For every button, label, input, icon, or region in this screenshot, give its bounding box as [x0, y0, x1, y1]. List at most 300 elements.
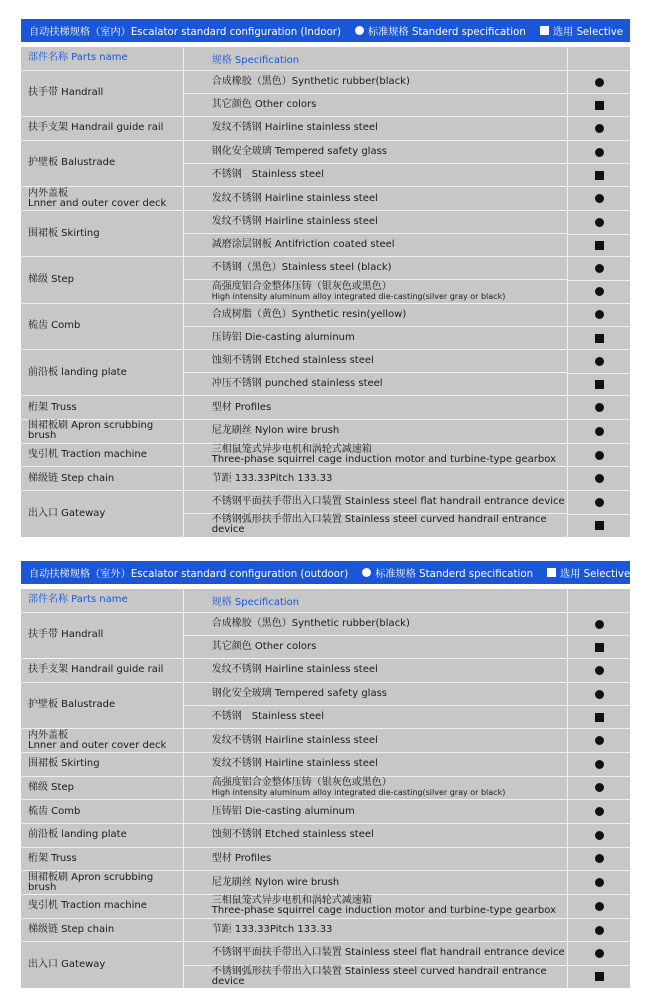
spec-item — [184, 848, 567, 871]
table-row — [21, 752, 630, 776]
spec-cell — [184, 895, 568, 918]
spec-cell — [184, 777, 568, 800]
table-header — [21, 47, 630, 70]
mark-cell — [568, 304, 630, 349]
part-name-cell — [21, 683, 184, 728]
mark-cell — [568, 895, 630, 918]
header-parts-name: 部件名称 Parts name — [21, 47, 184, 70]
part-name-cell — [21, 919, 184, 942]
mark-item — [568, 326, 630, 349]
table-row — [21, 728, 630, 752]
mark-cell — [568, 613, 630, 658]
mark-item — [568, 705, 630, 728]
table-row — [21, 682, 630, 728]
mark-item — [568, 117, 630, 140]
spec-item — [184, 965, 567, 988]
standard-dot-icon — [595, 666, 604, 675]
part-name: 扶手带 Handrall — [28, 87, 104, 99]
part-name: 桁架 Truss — [28, 852, 77, 864]
spec-cell — [184, 141, 568, 186]
spec-item — [184, 613, 567, 635]
mark-item — [568, 824, 630, 847]
legend-selective-label: 选用 Selective — [552, 27, 623, 38]
spec-cell — [184, 753, 568, 776]
table-row — [21, 395, 630, 419]
spec-item — [184, 211, 567, 233]
spec-item — [184, 895, 567, 918]
standard-dot-icon — [595, 264, 604, 273]
spec-text: 发纹不锈钢 Hairline stainless steel — [211, 664, 378, 676]
header-mark-cell — [568, 47, 630, 70]
standard-dot-icon — [595, 403, 604, 412]
part-name-cell — [21, 729, 184, 752]
table-row — [21, 776, 630, 800]
mark-cell — [568, 467, 630, 490]
mark-cell — [568, 187, 630, 210]
mark-cell — [568, 824, 630, 847]
spec-item — [184, 279, 567, 302]
mark-item — [568, 919, 630, 942]
part-name-cell — [21, 824, 184, 847]
legend-standard-label: 标准规格 Standerd specification — [375, 569, 534, 580]
header-mark-cell — [568, 589, 630, 612]
part-name-wrap — [28, 731, 166, 751]
spec-cell — [184, 187, 568, 210]
spec-text: 不锈钢平面扶手带出入口装置 Stainless steel flat handrail entrance device — [211, 947, 565, 959]
spec-item — [184, 705, 567, 728]
spec-item — [184, 729, 567, 752]
spec-item — [184, 513, 567, 536]
selective-square-icon — [595, 101, 604, 110]
spec-text: 不锈钢弧形扶手带出入口装置 Stainless steel curved handrail entrance device — [211, 965, 547, 987]
spec-text: 发纹不锈钢 Hairline stainless steel — [211, 758, 378, 770]
spec-item — [184, 467, 567, 490]
part-name-cell — [21, 848, 184, 871]
spec-item — [184, 304, 567, 326]
spec-text: 蚀刻不锈钢 Etched stainless steel — [211, 829, 374, 841]
spec-cell — [184, 491, 568, 536]
table-row — [21, 443, 630, 467]
part-name-wrap — [28, 189, 166, 209]
header-spec-cell — [184, 589, 568, 612]
mark-cell — [568, 659, 630, 682]
table-row — [21, 799, 630, 823]
part-name: 梯级链 Step chain — [28, 924, 115, 935]
mark-item — [568, 350, 630, 373]
table-row — [21, 870, 630, 894]
spec-cell — [184, 211, 568, 256]
header-spec-cell — [184, 47, 568, 70]
part-name: 围裙板刷 Apron scrubbing brush — [28, 420, 154, 442]
mark-item — [568, 373, 630, 396]
spec-item — [184, 117, 567, 140]
mark-item — [568, 613, 630, 636]
spec-text-wrap — [212, 282, 506, 301]
standard-dot-icon — [595, 926, 604, 935]
spec-item — [184, 777, 567, 800]
mark-cell — [568, 871, 630, 894]
part-name-cell — [21, 467, 184, 490]
spec-text: 其它颜色 Other colors — [211, 98, 317, 110]
mark-item — [568, 871, 630, 894]
mark-cell — [568, 491, 630, 536]
part-name-cell — [21, 187, 184, 210]
standard-dot-icon — [595, 736, 604, 745]
selective-square-icon — [595, 643, 604, 652]
part-name: 扶手支架 Handrail guide rail — [28, 664, 164, 676]
mark-item — [568, 93, 630, 116]
mark-cell — [568, 117, 630, 140]
part-name-cell — [21, 613, 184, 658]
spec-item — [184, 683, 567, 705]
part-name: 护壁板 Balustrade — [28, 699, 116, 711]
spec-item — [184, 187, 567, 210]
outdoor-spec-table — [21, 589, 630, 988]
spec-text: 型材 Profiles — [211, 852, 272, 864]
outdoor-section — [21, 561, 630, 988]
spec-text: 发纹不锈钢 Hairline stainless steel — [211, 122, 378, 134]
legend-selective — [547, 565, 630, 580]
legend-standard — [355, 23, 526, 38]
standard-dot-icon — [595, 807, 604, 816]
part-name: 曳引机 Traction machine — [28, 900, 147, 912]
mark-cell — [568, 211, 630, 256]
spec-text: 减磨涂层钢板 Antifriction coated steel — [211, 239, 395, 251]
mark-item — [568, 163, 630, 186]
mark-item — [568, 683, 630, 706]
spec-text: 发纹不锈钢 Hairline stainless steel — [211, 734, 378, 746]
part-name-cell — [21, 800, 184, 823]
spec-item — [184, 800, 567, 823]
spec-text: 合成橡胶（黑色）Synthetic rubber(black) — [211, 75, 410, 87]
standard-dot-icon — [595, 783, 604, 792]
spec-text-wrap — [212, 445, 556, 465]
spec-text-en: Three-phase squirrel cage induction motor and turbine-type gearbox — [211, 454, 556, 466]
spec-text-wrap — [212, 896, 556, 916]
mark-item — [568, 444, 630, 467]
spec-text: 合成橡胶（黑色）Synthetic rubber(black) — [211, 617, 410, 629]
table-row — [21, 847, 630, 871]
spec-item — [184, 71, 567, 93]
header-specification: 规格 Specification — [211, 596, 300, 608]
part-name: 梳齿 Comb — [28, 805, 81, 817]
spec-text: 高强度铝合金整体压铸（银灰色或黑色） — [211, 777, 392, 789]
mark-item — [568, 514, 630, 537]
spec-text: 三相鼠笼式异步电机和涡轮式减速箱 — [211, 895, 372, 907]
standard-dot-icon — [595, 310, 604, 319]
mark-cell — [568, 919, 630, 942]
mark-cell — [568, 777, 630, 800]
spec-item — [184, 93, 567, 116]
spec-item — [184, 396, 567, 419]
spec-item — [184, 257, 567, 279]
standard-dot-icon — [595, 148, 604, 157]
mark-item — [568, 211, 630, 234]
part-name: 扶手带 Handrall — [28, 629, 104, 641]
mark-item — [568, 420, 630, 443]
standard-dot-icon — [595, 474, 604, 483]
part-name: 护壁板 Balustrade — [28, 157, 116, 169]
spec-text: 尼龙刷丝 Nylon wire brush — [211, 876, 340, 888]
spec-text-en: High intensity aluminum alloy integrated die-casting(silver gray or black) — [211, 292, 506, 302]
table-row — [21, 658, 630, 682]
part-name-en: Lnner and outer cover deck — [28, 197, 167, 209]
table-row — [21, 116, 630, 140]
part-name-cell — [21, 211, 184, 256]
mark-item — [568, 187, 630, 210]
standard-dot-icon — [595, 878, 604, 887]
outdoor-banner — [21, 561, 630, 584]
mark-item — [568, 777, 630, 800]
indoor-spec-table — [21, 47, 630, 537]
standard-dot-icon — [595, 854, 604, 863]
part-name-cell — [21, 659, 184, 682]
part-name-cell — [21, 942, 184, 987]
spec-item — [184, 372, 567, 395]
indoor-section — [21, 19, 630, 537]
mark-item — [568, 635, 630, 658]
spec-text: 不锈钢（黑色）Stainless steel (black) — [211, 262, 392, 274]
mark-item — [568, 965, 630, 988]
spec-item — [184, 659, 567, 682]
spec-cell — [184, 117, 568, 140]
mark-item — [568, 141, 630, 164]
spec-cell — [184, 257, 568, 302]
standard-dot-icon — [595, 498, 604, 507]
part-name: 梯级链 Step chain — [28, 472, 115, 484]
mark-item — [568, 895, 630, 918]
table-row — [21, 210, 630, 256]
part-name: 梯级 Step — [28, 781, 74, 793]
spec-text: 型材 Profiles — [211, 401, 272, 413]
part-name: 前沿板 landing plate — [28, 829, 127, 841]
standard-dot-icon — [595, 690, 604, 699]
table-row — [21, 894, 630, 918]
mark-item — [568, 659, 630, 682]
mark-item — [568, 800, 630, 823]
part-name: 出入口 Gateway — [28, 507, 106, 519]
standard-dot-icon — [595, 620, 604, 629]
mark-item — [568, 848, 630, 871]
spec-text: 不锈钢 Stainless steel — [211, 169, 324, 181]
outdoor-title: 自动扶梯规格（室外）Escalator standard configuration (outdoor) — [29, 569, 349, 580]
part-name: 曳引机 Traction machine — [28, 449, 147, 461]
part-name-cell — [21, 141, 184, 186]
part-name: 出入口 Gateway — [28, 959, 106, 971]
spec-item — [184, 491, 567, 513]
indoor-title: 自动扶梯规格（室内）Escalator standard configuration (Indoor) — [29, 27, 341, 38]
legend-selective — [540, 23, 623, 38]
part-name: 内外盖板 — [28, 187, 68, 199]
standard-dot-icon — [595, 949, 604, 958]
table-header — [21, 589, 630, 612]
table-row — [21, 256, 630, 302]
mark-item — [568, 753, 630, 776]
spec-cell — [184, 848, 568, 871]
mark-item — [568, 396, 630, 419]
part-name: 围裙板 Skirting — [28, 227, 100, 239]
spec-text: 钢化安全玻璃 Tempered safety glass — [211, 145, 387, 157]
spec-cell — [184, 467, 568, 490]
spec-item — [184, 233, 567, 256]
spec-text: 节距 133.33Pitch 133.33 — [211, 472, 333, 484]
spec-cell — [184, 683, 568, 728]
spec-text-en: Three-phase squirrel cage induction motor and turbine-type gearbox — [211, 905, 556, 917]
selective-square-icon — [595, 380, 604, 389]
spec-text: 发纹不锈钢 Hairline stainless steel — [211, 192, 378, 204]
spec-item — [184, 420, 567, 443]
spec-cell — [184, 659, 568, 682]
selective-square-icon — [595, 171, 604, 180]
part-name-cell — [21, 871, 184, 894]
mark-item — [568, 257, 630, 280]
spec-item — [184, 444, 567, 467]
spec-item — [184, 350, 567, 372]
part-name-cell — [21, 753, 184, 776]
mark-cell — [568, 444, 630, 467]
mark-item — [568, 491, 630, 514]
mark-item — [568, 234, 630, 257]
table-row — [21, 186, 630, 210]
standard-dot-icon — [595, 357, 604, 366]
spec-text: 其它颜色 Other colors — [211, 640, 317, 652]
part-name: 桁架 Truss — [28, 401, 77, 413]
mark-cell — [568, 141, 630, 186]
table-row — [21, 70, 630, 116]
spec-item — [184, 326, 567, 349]
mark-item — [568, 304, 630, 327]
standard-dot-icon — [595, 760, 604, 769]
table-row — [21, 419, 630, 443]
part-name-cell — [21, 491, 184, 536]
table-row — [21, 823, 630, 847]
part-name-cell — [21, 420, 184, 443]
spec-text: 蚀刻不锈钢 Etched stainless steel — [211, 355, 374, 367]
legend-selective-label: 选用 Selective — [560, 569, 631, 580]
spec-text-en: High intensity aluminum alloy integrated die-casting(silver gray or black) — [211, 788, 506, 798]
mark-cell — [568, 396, 630, 419]
spec-item — [184, 942, 567, 964]
legend-standard — [362, 565, 533, 580]
spec-cell — [184, 871, 568, 894]
part-name: 内外盖板 — [28, 729, 68, 741]
mark-cell — [568, 800, 630, 823]
table-row — [21, 490, 630, 536]
header-parts-name: 部件名称 Parts name — [21, 589, 184, 612]
selective-square-icon — [540, 26, 549, 35]
mark-item — [568, 729, 630, 752]
spec-text: 钢化安全玻璃 Tempered safety glass — [211, 687, 387, 699]
part-name-cell — [21, 304, 184, 349]
part-name-cell — [21, 895, 184, 918]
spec-text: 压铸铝 Die-casting aluminum — [211, 805, 355, 817]
spec-cell — [184, 729, 568, 752]
part-name: 梯级 Step — [28, 273, 74, 285]
part-name: 扶手支架 Handrail guide rail — [28, 122, 164, 134]
spec-text: 不锈钢弧形扶手带出入口装置 Stainless steel curved handrail entrance device — [211, 514, 547, 536]
spec-item — [184, 635, 567, 658]
part-name-cell — [21, 396, 184, 419]
mark-cell — [568, 753, 630, 776]
part-name-en: Lnner and outer cover deck — [28, 739, 167, 751]
table-row — [21, 918, 630, 942]
mark-cell — [568, 257, 630, 302]
spec-cell — [184, 396, 568, 419]
spec-cell — [184, 71, 568, 116]
mark-cell — [568, 71, 630, 116]
standard-dot-icon — [595, 78, 604, 87]
mark-cell — [568, 350, 630, 395]
mark-cell — [568, 848, 630, 871]
spec-item — [184, 824, 567, 847]
spec-cell — [184, 304, 568, 349]
spec-cell — [184, 919, 568, 942]
standard-dot-icon — [595, 218, 604, 227]
standard-dot-icon — [595, 287, 604, 296]
selective-square-icon — [595, 521, 604, 530]
spec-text: 不锈钢平面扶手带出入口装置 Stainless steel flat handrail entrance device — [211, 496, 565, 508]
standard-dot-icon — [595, 831, 604, 840]
mark-cell — [568, 942, 630, 987]
selective-square-icon — [595, 241, 604, 250]
spec-cell — [184, 350, 568, 395]
standard-dot-icon — [595, 427, 604, 436]
spec-text: 合成树脂（黄色）Synthetic resin(yellow) — [211, 308, 407, 320]
spec-item — [184, 163, 567, 186]
selective-square-icon — [547, 568, 556, 577]
spec-item — [184, 871, 567, 894]
selective-square-icon — [595, 334, 604, 343]
mark-item — [568, 280, 630, 303]
header-specification: 规格 Specification — [211, 54, 300, 66]
spec-cell — [184, 420, 568, 443]
part-name: 围裙板 Skirting — [28, 758, 100, 770]
table-row — [21, 303, 630, 349]
spec-text: 发纹不锈钢 Hairline stainless steel — [211, 215, 378, 227]
part-name: 前沿板 landing plate — [28, 366, 127, 378]
spec-text: 尼龙刷丝 Nylon wire brush — [211, 425, 340, 437]
spec-text: 压铸铝 Die-casting aluminum — [211, 331, 355, 343]
table-row — [21, 941, 630, 987]
spec-text: 三相鼠笼式异步电机和涡轮式减速箱 — [211, 444, 372, 456]
spec-item — [184, 753, 567, 776]
table-row — [21, 612, 630, 658]
part-name: 围裙板刷 Apron scrubbing brush — [28, 871, 154, 893]
selective-square-icon — [595, 972, 604, 981]
part-name-cell — [21, 777, 184, 800]
part-name: 梳齿 Comb — [28, 320, 81, 332]
selective-square-icon — [595, 713, 604, 722]
spec-cell — [184, 824, 568, 847]
mark-cell — [568, 683, 630, 728]
spec-item — [184, 141, 567, 163]
spec-text: 节距 133.33Pitch 133.33 — [211, 924, 333, 935]
spec-cell — [184, 942, 568, 987]
part-name-cell — [21, 444, 184, 467]
spec-text-wrap — [212, 778, 506, 797]
indoor-banner — [21, 19, 630, 42]
spec-item — [184, 919, 567, 942]
spec-cell — [184, 800, 568, 823]
mark-cell — [568, 729, 630, 752]
mark-item — [568, 467, 630, 490]
standard-dot-icon — [362, 568, 371, 577]
spec-cell — [184, 444, 568, 467]
spec-cell — [184, 613, 568, 658]
standard-dot-icon — [595, 451, 604, 460]
mark-item — [568, 942, 630, 965]
part-name-cell — [21, 350, 184, 395]
